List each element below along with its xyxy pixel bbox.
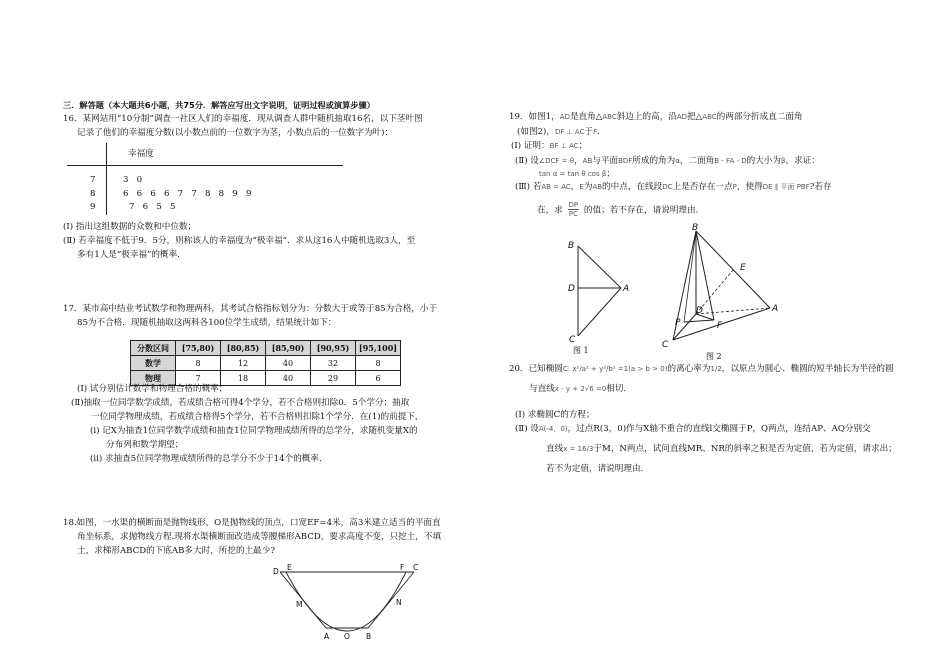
table-header-row — [131, 341, 401, 356]
q20-text: ，过点R(3，0)作与X轴不重合的直线l交椭圆于P，Q两点，连结AP、AQ分别交 — [567, 424, 871, 434]
q20-text: 直线 — [546, 444, 564, 454]
edge-DA — [696, 308, 770, 314]
q19-text: 19．如图1， — [509, 112, 560, 122]
table-header-cell: [90,95) — [311, 341, 356, 356]
q20-text: (Ⅱ) 设 — [515, 424, 539, 434]
fraction-numerator: DP — [568, 201, 579, 209]
label-A: A — [772, 304, 779, 314]
label-D: D — [696, 306, 703, 316]
formula: B - FA - D — [714, 157, 747, 165]
q19-text: ，二面角 — [679, 156, 715, 166]
table-cell: 40 — [266, 371, 311, 386]
q20-line2 — [529, 383, 632, 396]
label-B: B — [366, 632, 372, 641]
q17-part2e: (ii) 求抽查5位同学物理成绩所得的总学分不少于14个的概率． — [90, 454, 328, 464]
q18-line2: 角坐标系，求抛物线方程.现将水渠横断面改造成等腰梯形ABCD，要求高度不变，只挖土，不填 — [77, 532, 442, 542]
table-cell: 7 — [176, 371, 221, 386]
q19-text: 的值；若不存在，请说明理由． — [583, 205, 705, 216]
formula: AB — [582, 157, 593, 165]
q19-line1 — [509, 111, 803, 124]
q19-text: 是直角△ — [569, 112, 603, 122]
table-cell: 40 — [266, 356, 311, 371]
formula: F — [593, 128, 598, 136]
table-cell: 8 — [176, 356, 221, 371]
q20-text: 相切． — [606, 384, 633, 394]
q20-part2b — [546, 443, 897, 456]
figure-1-triangle — [565, 240, 665, 350]
q17-part2b: 一位同学物理成绩，若成绩合格得5个学分，若不合格则扣除1个学分．在(1)的前提下， — [91, 412, 424, 422]
table-cell: 物理 — [131, 371, 176, 386]
q19-text: 上是否存在一点 — [672, 182, 733, 192]
edge-PF — [684, 320, 714, 322]
q19-part3-line2 — [537, 201, 704, 219]
q20-text: 20．已知椭圆 — [509, 364, 563, 374]
table-cell: 8 — [356, 356, 401, 371]
section-title: 三．解答题（本大题共6小题，共75分．解答应写出文字说明，证明过程或演算步骤） — [63, 100, 375, 110]
table-header-cell: [85,90) — [266, 341, 311, 356]
stem-9: 9 — [90, 202, 96, 212]
formula: P — [732, 183, 737, 191]
formula: AB — [592, 183, 603, 191]
q19-text: 在，求 — [537, 205, 563, 216]
q16-part1: (Ⅰ) 指出这组数据的众数和中位数； — [63, 222, 197, 232]
table-row — [131, 356, 401, 371]
table-header-cell: 分数区间 — [131, 341, 176, 356]
leaves-9: 7 6 5 5 — [129, 202, 176, 212]
stem-8: 8 — [90, 189, 96, 199]
q19-text: 所成的角为 — [632, 156, 676, 166]
formula: DC — [662, 183, 673, 191]
q20-text: ，以原点为圆心、椭圆的短半轴长为半径的圆 — [721, 364, 894, 374]
formula: α — [675, 157, 680, 165]
q19-part2 — [515, 155, 820, 168]
table-cell: 32 — [311, 356, 356, 371]
label-E: E — [287, 563, 292, 572]
label-M: M — [296, 600, 303, 609]
formula: β — [781, 157, 786, 165]
label-B: B — [692, 223, 699, 233]
q16-line1: 16．某网站用“10分制”调查一社区人们的幸福度．现从调查人群中随机抽取16名，以下茎叶图 — [63, 114, 423, 124]
q19-text: ； — [578, 141, 588, 151]
q16-line2: 记录了他们的幸福度分数(以小数点前的一位数字为茎，小数点后的一位数字为叶)： — [77, 128, 394, 138]
q20-text: 于M、N两点，试问直线MR、NR的斜率之积是否为定值，若为定值，请求出； — [593, 444, 897, 454]
formula: tan α = tan θ cos β — [539, 170, 607, 178]
formula: AD — [676, 113, 688, 121]
formula: ABC — [602, 113, 617, 121]
figure-2-caption: 图 2 — [706, 352, 722, 361]
label-D: D — [273, 567, 279, 576]
table-header-cell: [75,80) — [176, 341, 221, 356]
figure-1-caption: 图 1 — [573, 346, 589, 355]
formula: AB = AC — [541, 183, 571, 191]
fraction-denominator: PC — [568, 210, 578, 218]
q19-text: ，使得 — [736, 182, 763, 192]
formula: BF ⊥ AC — [549, 142, 579, 150]
q20-line1 — [509, 363, 894, 376]
label-C: C — [569, 335, 576, 345]
q20-part2c: 若不为定值，请说明理由． — [546, 464, 650, 474]
formula: E — [579, 183, 584, 191]
fraction-DP-PC — [568, 201, 580, 219]
formula: DE ∥ 平面 PBF — [762, 183, 810, 191]
q19-part3 — [515, 181, 832, 194]
q17-part2a: (Ⅱ)抽取一位同学数学成绩，若成绩合格可得4个学分，若不合格则扣除0．5个学分；抽取 — [71, 398, 410, 408]
q19-text: 于 — [584, 127, 594, 137]
q16-part2b: 多有1人是“极幸福”的概率． — [77, 250, 186, 260]
table-cell: 18 — [221, 371, 266, 386]
table-cell: 12 — [221, 356, 266, 371]
formula-ellipse: C: x²/a² + y²/b² =1(a > b > 0) — [562, 365, 668, 373]
q19-text: 的大小为 — [746, 156, 781, 166]
stem-leaf-horizontal-line — [67, 165, 343, 166]
q19-text: (Ⅱ) 设 — [515, 156, 539, 166]
q20-text: 的离心率为 — [667, 364, 711, 374]
q19-text: ； — [606, 169, 615, 179]
formula: A(-4，0) — [538, 425, 568, 433]
label-O: O — [344, 632, 350, 641]
q18-line1: 18.如图，一水渠的横断面是抛物线形，O是抛物线的顶点，口宽EF=4米，高3米建立适当的平面直 — [63, 518, 441, 528]
label-F: F — [717, 321, 723, 331]
q17-part2d: 分布列和数学期望； — [106, 440, 184, 450]
edge-CA — [578, 288, 621, 336]
formula-line: x - y + 2√6 =0 — [554, 385, 607, 393]
label-A: A — [623, 284, 630, 294]
q20-text: 与直线 — [529, 384, 555, 394]
label-D: D — [568, 284, 575, 294]
edge-BA — [578, 246, 621, 288]
stem-header: 幸福度 — [128, 149, 154, 159]
formula: BDF — [618, 157, 633, 165]
q20-part1: (Ⅰ) 求椭圆C的方程； — [515, 410, 595, 420]
formula: ABC — [702, 113, 717, 121]
q20-part2a — [515, 423, 871, 436]
table-cell: 数学 — [131, 356, 176, 371]
q17-line2: 85为不合格．现随机抽取这两科各100位学生成绩，结果统计如下： — [77, 318, 337, 328]
table-header-cell: [80,85) — [221, 341, 266, 356]
q19-text: (Ⅰ) 证明： — [511, 141, 550, 151]
label-P: P — [675, 318, 681, 328]
q19-part2-formula — [539, 168, 615, 181]
leaves-7: 3 0 — [123, 175, 143, 185]
label-N: N — [396, 598, 402, 607]
formula: DF ⊥ AC — [554, 128, 585, 136]
q18-line3: 土，求梯形ABCD的下底AB多大时，所挖的土最少? — [77, 546, 275, 556]
q19-text: 的中点，在线段 — [602, 182, 663, 192]
q19-part1 — [511, 140, 587, 153]
formula: ∠DCF = θ — [538, 157, 575, 165]
q19-text: ， — [570, 182, 580, 192]
formula-eccentricity: 1/2 — [710, 365, 722, 373]
q19-text: ． — [597, 127, 606, 137]
q19-line2 — [517, 126, 606, 139]
stem-7: 7 — [90, 175, 96, 185]
table-cell: 6 — [356, 371, 401, 386]
q19-text: 与平面 — [592, 156, 619, 166]
label-B: B — [568, 241, 575, 251]
q19-text: 把△ — [687, 112, 703, 122]
q19-text: ， — [574, 156, 583, 166]
label-A: A — [324, 632, 330, 641]
q19-text: 为 — [583, 182, 593, 192]
q17-part1: (Ⅰ) 试分别估计数学和物理合格的概率； — [77, 384, 228, 394]
leaves-8: 6 6 6 6 7 7 8 8 9 9 — [123, 189, 252, 199]
table-header-cell: [95,100] — [356, 341, 401, 356]
edge-BA — [696, 231, 770, 308]
formula: AD — [559, 113, 570, 121]
score-table — [130, 340, 401, 386]
table-cell: 29 — [311, 371, 356, 386]
q17-part2c: (i) 记X为抽查1位同学数学成绩和抽查1位同学物理成绩所得的总学分，求随机变量X的 — [90, 426, 418, 436]
formula: x = 16/3 — [563, 445, 594, 453]
q19-text: ?若存 — [809, 182, 832, 192]
q19-text: 斜边上的高，沿 — [616, 112, 677, 122]
q19-text: (如图2)， — [517, 127, 555, 137]
label-F: F — [400, 563, 405, 572]
label-C: C — [413, 563, 419, 572]
q19-text: ，求证： — [785, 156, 820, 166]
label-E: E — [740, 263, 746, 273]
q19-text: 的两部分折成直二面角 — [716, 112, 803, 122]
stem-leaf-vertical-line — [106, 143, 107, 215]
q16-part2a: (Ⅱ) 若幸福度不低于9．5分，则称该人的幸福度为“极幸福”．求从这16人中随机选取3人，至 — [63, 236, 416, 246]
figure-2-tetrahedron — [662, 223, 810, 350]
q19-text: (Ⅲ) 若 — [515, 182, 542, 192]
canal-figure — [268, 562, 418, 642]
label-C: C — [662, 340, 669, 350]
q17-line1: 17．某市高中结业考试数学和物理两科，其考试合格指标划分为：分数大于或等于85为合格，小于 — [63, 304, 438, 314]
edge-PB — [684, 231, 696, 322]
